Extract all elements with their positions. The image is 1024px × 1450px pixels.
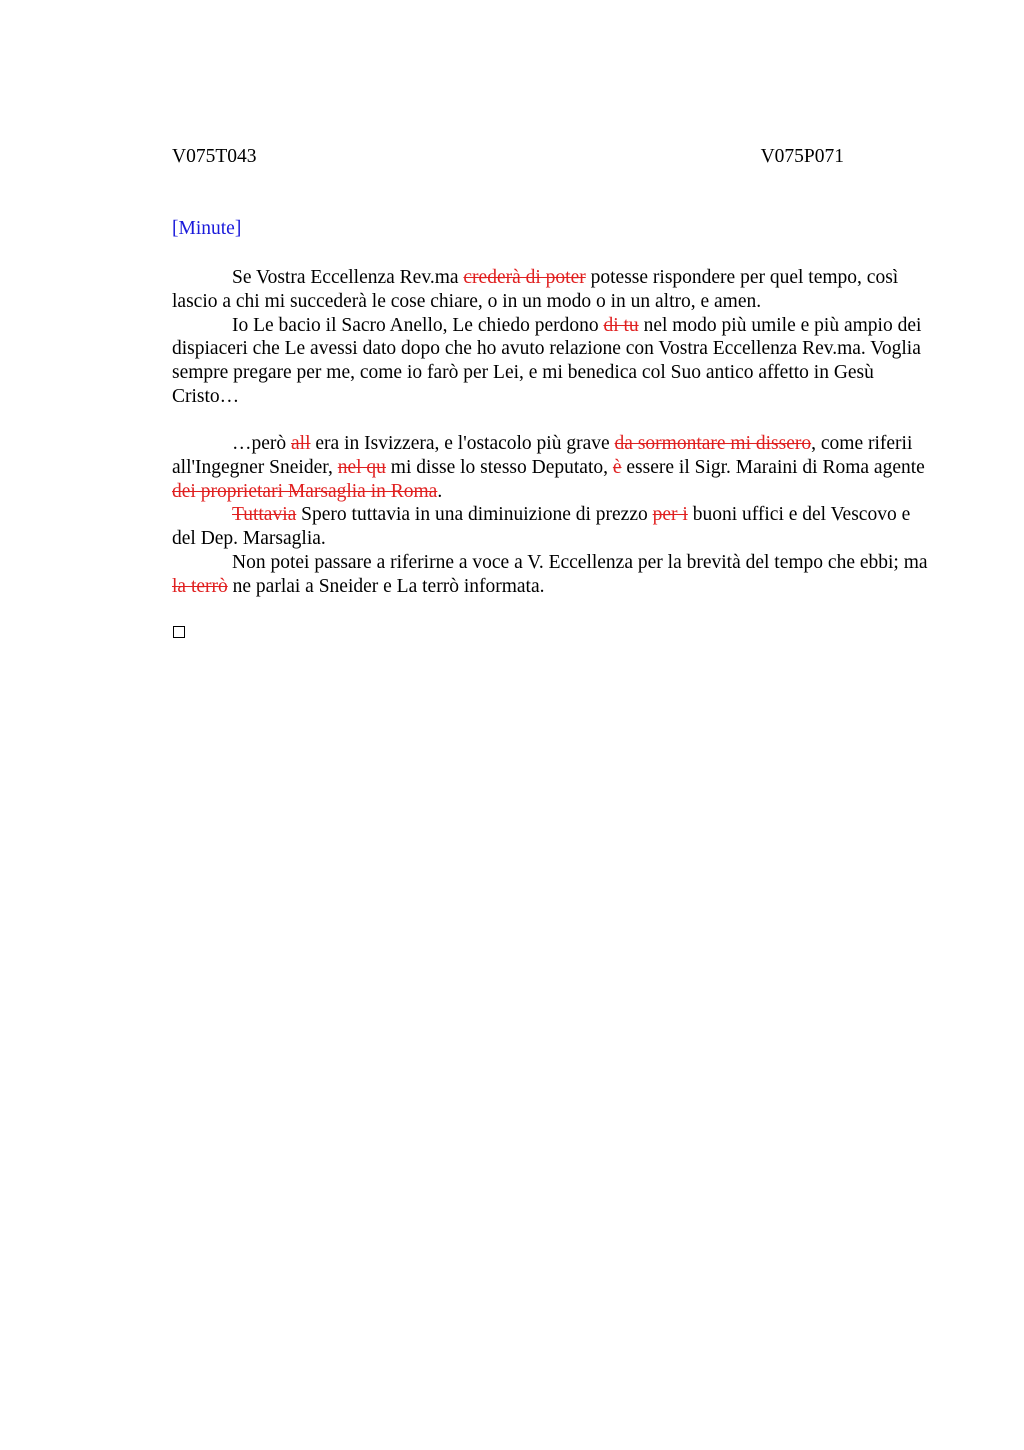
deleted-text: la terrò: [172, 575, 228, 597]
text-run: nel modo più umile e più ampio dei dispiaceri che Le avessi dato dopo che ho avuto relazione con Vostra Eccellenza Rev.ma. Voglia sempre pregare per me, come io farò per Lei, e mi benedica col Suo antico affetto in Gesù Cristo…: [172, 314, 922, 407]
deleted-text: per i: [652, 504, 688, 526]
paragraph: [172, 314, 932, 409]
text-run: buoni uffici e del Vescovo e del Dep. Marsaglia.: [172, 504, 911, 550]
paragraph: [172, 503, 932, 551]
deleted-text: all: [291, 433, 311, 454]
section-label: [Minute]: [172, 218, 242, 239]
deleted-text: da sormontare mi dissero: [614, 433, 812, 454]
deleted-text: dei proprietari Marsaglia in Roma: [172, 480, 438, 502]
empty-square-icon: [173, 626, 185, 638]
text-run: …però: [232, 433, 292, 454]
document-code-right: V075P071: [760, 146, 844, 167]
document-code-left: V075T043: [172, 146, 257, 167]
text-run: .: [437, 480, 443, 502]
text-run: mi disse lo stesso Deputato,: [385, 456, 613, 478]
text-block-2: [172, 432, 932, 599]
text-run: Non potei passare a riferirne a voce a V. Eccellenza per la brevità del tempo che ebbi; ma: [232, 551, 928, 573]
text-run: , come riferii all'Ingegner Sneider,: [172, 433, 913, 478]
deleted-text: di tu: [603, 314, 639, 336]
paragraph: [172, 432, 932, 503]
paragraph: [172, 551, 932, 599]
text-run: Io Le bacio il Sacro Anello, Le chiedo perdono: [232, 314, 604, 336]
deleted-text: è: [612, 456, 622, 478]
text-run: ne parlai a Sneider e La terrò informata.: [227, 575, 545, 597]
paragraph: [172, 266, 932, 314]
text-run: potesse rispondere per quel tempo, così lascio a chi mi succederà le cose chiare, o in un modo o in un altro, e amen.: [172, 267, 899, 312]
text-run: era in Isvizzera, e l'ostacolo più grave: [310, 433, 615, 454]
deleted-text: Tuttavia: [232, 504, 297, 526]
text-run: Se Vostra Eccellenza Rev.ma: [232, 267, 464, 288]
deleted-text: nel qu: [337, 456, 386, 478]
deleted-text: crederà di poter: [463, 267, 586, 288]
text-run: essere il Sigr. Maraini di Roma agente: [621, 456, 925, 478]
text-block-1: [172, 266, 932, 409]
text-run: Spero tuttavia in una diminuizione di prezzo: [296, 504, 653, 526]
